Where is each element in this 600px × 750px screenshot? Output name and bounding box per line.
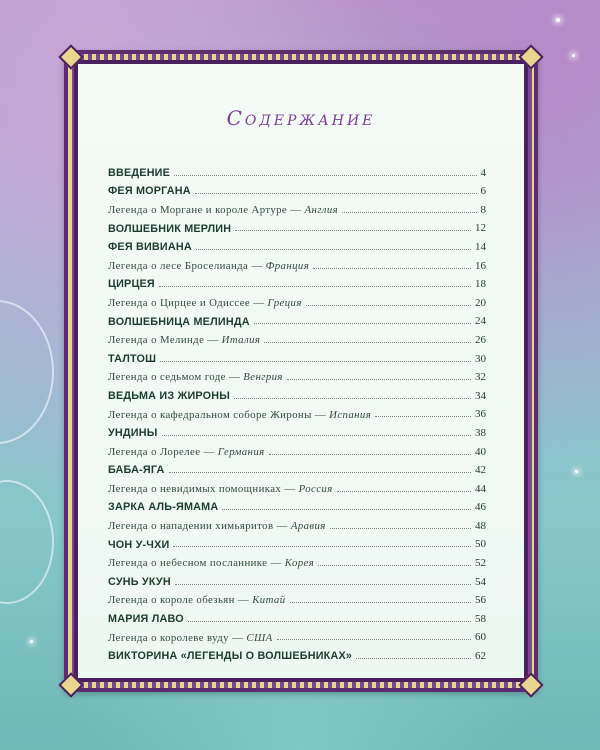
- entry-country: Англия: [304, 203, 339, 216]
- page-number: 50: [475, 538, 486, 551]
- contents-frame: [64, 50, 538, 692]
- entry-title: Легенда о нападении химьяритов —: [108, 520, 291, 533]
- toc-legend-entry[interactable]: [108, 513, 486, 532]
- page-number: 34: [475, 389, 486, 402]
- entry-title: Легенда о Лорелее —: [108, 445, 218, 458]
- toc-entry-label: [108, 298, 302, 309]
- toc-section-entry[interactable]: [108, 383, 486, 402]
- toc-section-entry[interactable]: [108, 495, 486, 514]
- dot-leader: [174, 175, 476, 176]
- dot-leader: [287, 379, 471, 380]
- toc-entry-label: [108, 186, 191, 197]
- toc-legend-entry[interactable]: [108, 327, 486, 346]
- entry-title: Легенда о седьмом годе —: [108, 371, 244, 384]
- entry-title: Легенда о Цирцее и Одиссее —: [108, 296, 268, 309]
- toc-entry-label: [108, 651, 352, 662]
- dot-leader: [306, 305, 471, 306]
- page-number: 4: [480, 166, 486, 179]
- entry-title: ВОЛШЕБНИЦА МЕЛИНДА: [108, 315, 250, 328]
- page-number: 58: [475, 612, 486, 625]
- dot-leader: [318, 565, 471, 566]
- dot-leader: [342, 212, 476, 213]
- toc-entry-label: [108, 372, 283, 383]
- dot-leader: [277, 639, 471, 640]
- toc-entry-label: [108, 224, 231, 235]
- table-of-contents: [108, 160, 486, 662]
- page-number: 52: [475, 557, 486, 570]
- toc-legend-entry[interactable]: [108, 365, 486, 384]
- swirl-decoration: [0, 300, 54, 444]
- page-number: 42: [475, 464, 486, 477]
- toc-section-entry[interactable]: [108, 346, 486, 365]
- entry-title: УНДИНЫ: [108, 427, 158, 440]
- entry-title: Легенда о Мелинде —: [108, 334, 222, 347]
- dot-leader: [264, 342, 471, 343]
- entry-title: ЧОН У-ЧХИ: [108, 538, 170, 551]
- dot-leader: [290, 602, 471, 603]
- dot-leader: [356, 658, 471, 659]
- dot-leader: [169, 472, 472, 473]
- toc-entry-label: [108, 577, 171, 588]
- toc-entry-label: [108, 391, 230, 402]
- toc-legend-entry[interactable]: [108, 290, 486, 309]
- entry-title: Легенда о небесном посланнике —: [108, 557, 285, 570]
- dot-leader: [222, 509, 471, 510]
- sparkle: [575, 470, 578, 473]
- swirl-decoration: [0, 480, 54, 604]
- toc-legend-entry[interactable]: [108, 439, 486, 458]
- toc-legend-entry[interactable]: [108, 402, 486, 421]
- page-number: 38: [475, 426, 486, 439]
- page-number: 12: [475, 222, 486, 235]
- toc-section-entry[interactable]: [108, 606, 486, 625]
- dot-leader: [330, 528, 471, 529]
- entry-country: Греция: [267, 296, 302, 309]
- toc-section-entry[interactable]: [108, 179, 486, 198]
- entry-title: МАРИЯ ЛАВО: [108, 613, 184, 626]
- toc-legend-entry[interactable]: [108, 550, 486, 569]
- entry-country: Россия: [298, 482, 333, 495]
- entry-title: Легенда о королеве вуду —: [108, 631, 247, 644]
- dot-leader: [254, 323, 471, 324]
- entry-title: ВОЛШЕБНИК МЕРЛИН: [108, 222, 232, 235]
- toc-entry-label: [108, 428, 158, 439]
- entry-country: Китай: [252, 594, 286, 607]
- entry-title: ВИКТОРИНА «ЛЕГЕНДЫ О ВОЛШЕБНИКАХ»: [108, 650, 353, 663]
- entry-title: Легенда о невидимых помощниках —: [108, 482, 299, 495]
- toc-section-entry[interactable]: [108, 458, 486, 477]
- entry-country: Германия: [217, 445, 265, 458]
- page-number: 46: [475, 501, 486, 514]
- entry-title: ВВЕДЕНИЕ: [108, 166, 171, 179]
- page-number: 16: [475, 259, 486, 272]
- toc-entry-label: [108, 335, 260, 346]
- contents-page: [78, 64, 524, 678]
- entry-title: Легенда о Моргане и короле Артуре —: [108, 203, 305, 216]
- page-number: 20: [475, 296, 486, 309]
- toc-section-entry[interactable]: [108, 309, 486, 328]
- page-number: 14: [475, 240, 486, 253]
- toc-legend-entry[interactable]: [108, 476, 486, 495]
- toc-entry-label: [108, 502, 218, 513]
- entry-country: США: [246, 631, 273, 644]
- entry-title: ФЕЯ ВИВИАНА: [108, 241, 192, 254]
- dot-leader: [235, 230, 471, 231]
- toc-legend-entry[interactable]: [108, 588, 486, 607]
- entry-title: ВЕДЬМА ИЗ ЖИРОНЫ: [108, 389, 231, 402]
- toc-entry-label: [108, 279, 155, 290]
- entry-title: Легенда о короле обезьян —: [108, 594, 253, 607]
- toc-entry-label: [108, 205, 338, 216]
- toc-entry-label: [108, 484, 333, 495]
- page-number: 30: [475, 352, 486, 365]
- page-title: Содержание: [226, 106, 376, 130]
- dot-leader: [160, 361, 471, 362]
- entry-country: Италия: [221, 334, 261, 347]
- page-number: 54: [475, 575, 486, 588]
- toc-entry-label: [108, 633, 273, 644]
- entry-title: ЗАРКА АЛЬ-ЯМАМА: [108, 501, 219, 514]
- page-number: 62: [475, 650, 486, 663]
- page-number: 40: [475, 445, 486, 458]
- dot-leader: [375, 416, 471, 417]
- toc-section-entry[interactable]: [108, 160, 486, 179]
- entry-country: Аравия: [290, 520, 326, 533]
- page-number: 18: [475, 278, 486, 291]
- entry-title: ЦИРЦЕЯ: [108, 278, 155, 291]
- sparkle: [556, 18, 560, 22]
- dot-leader: [175, 584, 471, 585]
- dot-leader: [159, 286, 471, 287]
- toc-entry-label: [108, 540, 169, 551]
- entry-country: Корея: [284, 557, 315, 570]
- page-number: 6: [480, 185, 486, 198]
- toc-section-entry[interactable]: [108, 643, 486, 662]
- toc-section-entry[interactable]: [108, 234, 486, 253]
- page-number: 44: [475, 482, 486, 495]
- toc-entry-label: [108, 317, 250, 328]
- dot-leader: [173, 546, 471, 547]
- page-number: 60: [475, 631, 486, 644]
- entry-country: Венгрия: [243, 371, 283, 384]
- page-number: 32: [475, 371, 486, 384]
- toc-entry-label: [108, 465, 165, 476]
- toc-entry-label: [108, 354, 156, 365]
- entry-title: ТАЛТОШ: [108, 352, 157, 365]
- page-number: 56: [475, 594, 486, 607]
- toc-legend-entry[interactable]: [108, 197, 486, 216]
- toc-legend-entry[interactable]: [108, 625, 486, 644]
- toc-section-entry[interactable]: [108, 420, 486, 439]
- toc-section-entry[interactable]: [108, 216, 486, 235]
- dot-leader: [195, 193, 477, 194]
- toc-section-entry[interactable]: [108, 569, 486, 588]
- entry-title: Легенда о лесе Броселианда —: [108, 259, 266, 272]
- entry-title: БАБА-ЯГА: [108, 464, 165, 477]
- dot-leader: [269, 454, 471, 455]
- toc-entry-label: [108, 168, 170, 179]
- dot-leader: [162, 435, 471, 436]
- toc-entry-label: [108, 261, 309, 272]
- toc-entry-label: [108, 447, 265, 458]
- entry-country: Франция: [265, 259, 310, 272]
- entry-title: ФЕЯ МОРГАНА: [108, 185, 191, 198]
- sparkle: [30, 640, 33, 643]
- toc-entry-label: [108, 410, 371, 421]
- dot-leader: [313, 268, 471, 269]
- toc-entry-label: [108, 242, 192, 253]
- sparkle: [572, 54, 575, 57]
- entry-title: СУНЬ УКУН: [108, 575, 171, 588]
- toc-section-entry[interactable]: [108, 532, 486, 551]
- toc-section-entry[interactable]: [108, 272, 486, 291]
- dot-leader: [337, 491, 471, 492]
- toc-legend-entry[interactable]: [108, 253, 486, 272]
- dot-leader: [188, 621, 471, 622]
- page-number: 36: [475, 408, 486, 421]
- page-number: 8: [480, 203, 486, 216]
- page-number: 26: [475, 333, 486, 346]
- page-number: 24: [475, 315, 486, 328]
- dot-leader: [234, 398, 471, 399]
- page-number: 48: [475, 519, 486, 532]
- dot-leader: [196, 249, 471, 250]
- entry-title: Легенда о кафедральном соборе Жироны —: [108, 408, 330, 421]
- entry-country: Испания: [329, 408, 372, 421]
- toc-entry-label: [108, 558, 314, 569]
- toc-entry-label: [108, 521, 326, 532]
- toc-entry-label: [108, 614, 184, 625]
- toc-entry-label: [108, 595, 286, 606]
